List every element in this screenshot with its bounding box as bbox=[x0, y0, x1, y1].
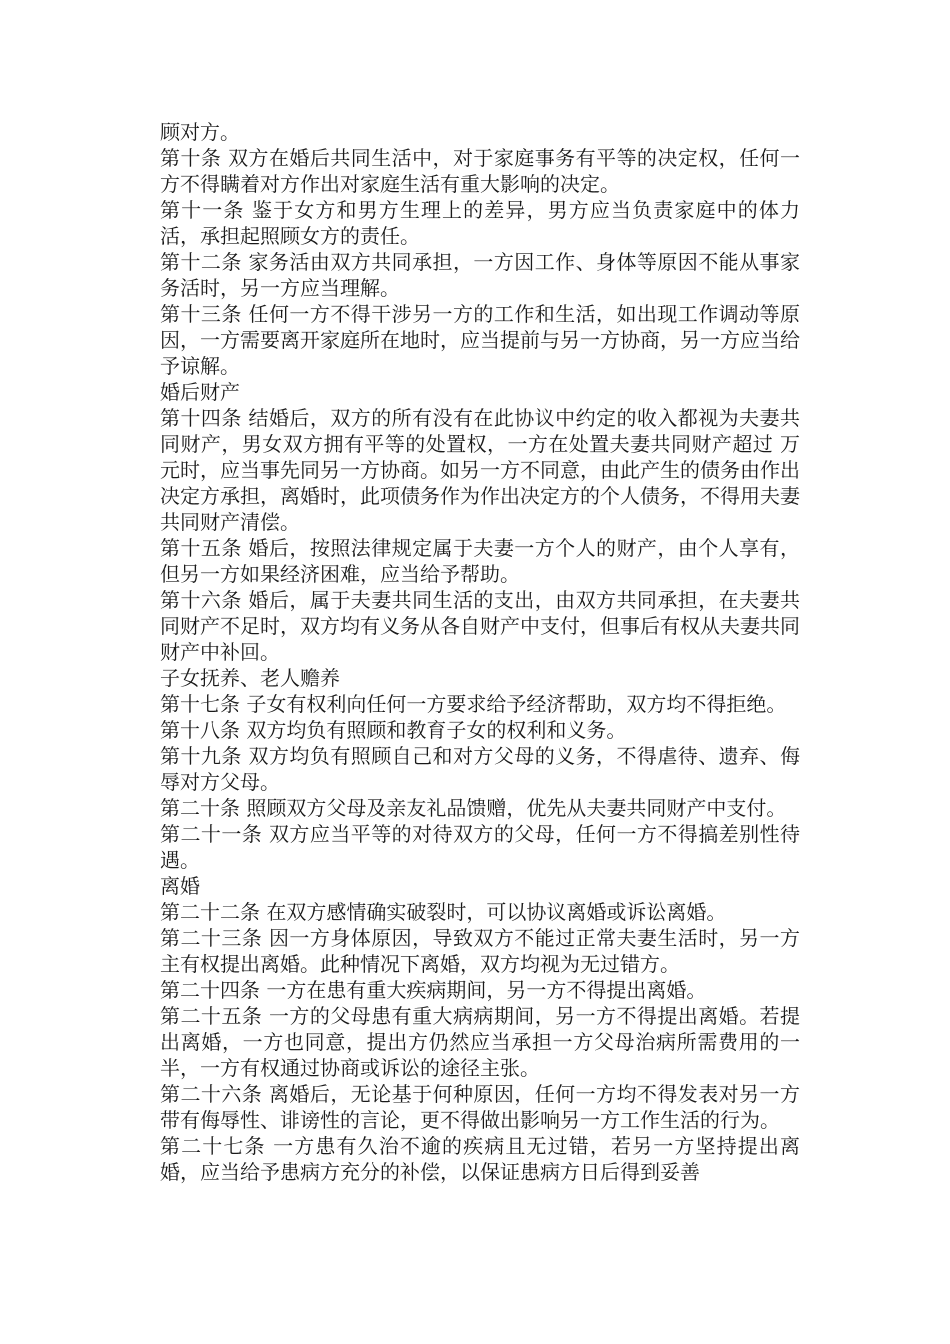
article-10: 第十条 双方在婚后共同生活中，对于家庭事务有平等的决定权，任何一方不得瞒着对方作出对家庭生活有重大影响的决定。 bbox=[160, 146, 800, 196]
article-14: 第十四条 结婚后，双方的所有没有在此协议中约定的收入都视为夫妻共同财产，男女双方拥有平等的处置权，一方在处置夫妻共同财产超过 万元时，应当事先同另一方协商。如另一方不同意，由此产生的债务由作出决定方承担，离婚时，此项债务作为作出决定方的个人债务，不得用夫妻共同财产清偿。 bbox=[160, 406, 800, 534]
article-13: 第十三条 任何一方不得干涉另一方的工作和生活，如出现工作调动等原因，一方需要离开家庭所在地时，应当提前与另一方协商，另一方应当给予谅解。 bbox=[160, 302, 800, 378]
article-24: 第二十四条 一方在患有重大疾病期间，另一方不得提出离婚。 bbox=[160, 978, 707, 1002]
article-18: 第十八条 双方均负有照顾和教育子女的权利和义务。 bbox=[160, 718, 627, 742]
article-16: 第十六条 婚后，属于夫妻共同生活的支出，由双方共同承担，在夫妻共同财产不足时，双方均有义务从各自财产中支付，但事后有权从夫妻共同财产中补回。 bbox=[160, 588, 800, 664]
article-12: 第十二条 家务活由双方共同承担，一方因工作、身体等原因不能从事家务活时，另一方应当理解。 bbox=[160, 250, 800, 300]
article-22: 第二十二条 在双方感情确实破裂时，可以协议离婚或诉讼离婚。 bbox=[160, 900, 727, 924]
article-15: 第十五条 婚后，按照法律规定属于夫妻一方个人的财产，由个人享有，但另一方如果经济困难，应当给予帮助。 bbox=[160, 536, 800, 586]
paragraph-continuation: 顾对方。 bbox=[160, 120, 240, 144]
article-23: 第二十三条 因一方身体原因，导致双方不能过正常夫妻生活时，另一方主有权提出离婚。此种情况下离婚，双方均视为无过错方。 bbox=[160, 926, 800, 976]
article-25: 第二十五条 一方的父母患有重大病病期间，另一方不得提出离婚。若提出离婚，一方也同意，提出方仍然应当承担一方父母治病所需费用的一半，一方有权通过协商或诉讼的途径主张。 bbox=[160, 1004, 800, 1080]
article-27: 第二十七条 一方患有久治不逾的疾病且无过错，若另一方坚持提出离婚，应当给予患病方充分的补偿，以保证患病方日后得到妥善 bbox=[160, 1134, 800, 1184]
article-11: 第十一条 鉴于女方和男方生理上的差异，男方应当负责家庭中的体力活，承担起照顾女方的责任。 bbox=[160, 198, 800, 248]
article-21: 第二十一条 双方应当平等的对待双方的父母，任何一方不得搞差别性待遇。 bbox=[160, 822, 800, 872]
document-body bbox=[160, 119, 800, 1185]
section-heading-divorce: 离婚 bbox=[160, 874, 200, 898]
section-heading-children-elders: 子女抚养、老人赡养 bbox=[160, 666, 340, 690]
article-20: 第二十条 照顾双方父母及亲友礼品馈赠，优先从夫妻共同财产中支付。 bbox=[160, 796, 787, 820]
article-17: 第十七条 子女有权利向任何一方要求给予经济帮助，双方均不得拒绝。 bbox=[160, 692, 787, 716]
article-26: 第二十六条 离婚后，无论基于何种原因，任何一方均不得发表对另一方带有侮辱性、诽谤性的言论，更不得做出影响另一方工作生活的行为。 bbox=[160, 1082, 800, 1132]
section-heading-marital-property: 婚后财产 bbox=[160, 380, 240, 404]
article-19: 第十九条 双方均负有照顾自己和对方父母的义务，不得虐待、遗弃、侮辱对方父母。 bbox=[160, 744, 800, 794]
